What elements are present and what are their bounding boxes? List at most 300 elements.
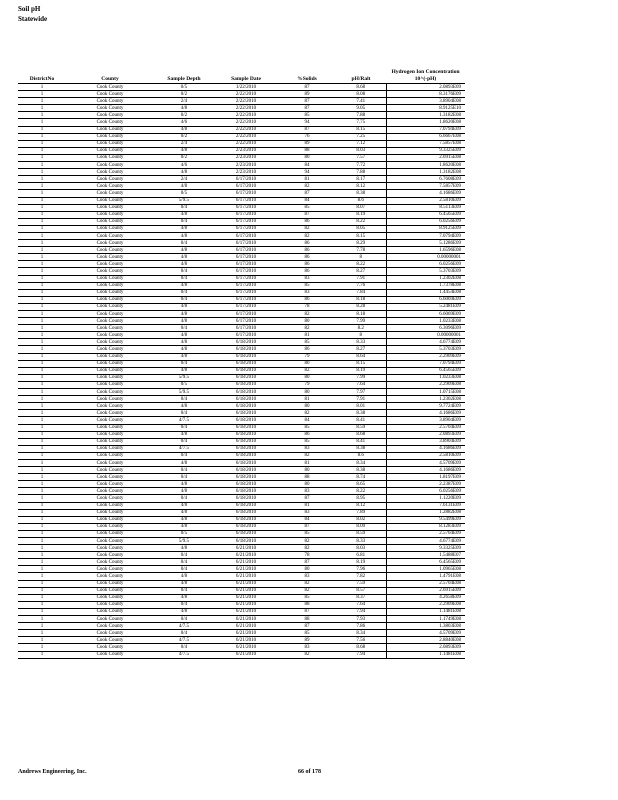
cell-depth: 0/2	[154, 154, 214, 161]
table-row	[18, 240, 465, 247]
cell-date: 6/18/2010	[214, 467, 278, 474]
cell-district: 1	[18, 282, 66, 289]
table-row	[18, 495, 465, 502]
cell-district: 1	[18, 651, 66, 658]
cell-county: Cook County	[66, 530, 154, 537]
cell-date: 6/18/2010	[214, 403, 278, 410]
cell-depth: 0/4	[154, 467, 214, 474]
cell-county: Cook County	[66, 169, 154, 176]
cell-ph: 8.03	[336, 147, 386, 154]
cell-hydrogen-ion: 6.4565E09	[386, 211, 465, 218]
cell-date: 6/21/2010	[214, 559, 278, 566]
cell-hydrogen-ion: 1.0965E08	[386, 566, 465, 573]
cell-ph: 8.15	[336, 126, 386, 133]
cell-solids: 87	[278, 190, 336, 197]
cell-hydrogen-ion: 2.5810E09	[386, 197, 465, 204]
cell-district: 1	[18, 211, 66, 218]
cell-date: 6/18/2010	[214, 474, 278, 481]
table-row	[18, 346, 465, 353]
cell-date: 2/23/2010	[214, 169, 278, 176]
cell-date: 6/17/2010	[214, 332, 278, 339]
cell-county: Cook County	[66, 594, 154, 601]
cell-depth: 4/7.5	[154, 445, 214, 452]
cell-county: Cook County	[66, 91, 154, 98]
cell-solids: 83	[278, 289, 336, 296]
cell-date: 2/22/2010	[214, 112, 278, 119]
table-row	[18, 311, 465, 318]
cell-solids: 82	[278, 651, 336, 658]
cell-hydrogen-ion: 4.6774E09	[386, 339, 465, 346]
cell-ph: 8.19	[336, 559, 386, 566]
cell-ph: 8.41	[336, 438, 386, 445]
cell-ph: 7.56	[336, 637, 386, 644]
cell-district: 1	[18, 474, 66, 481]
cell-county: Cook County	[66, 481, 154, 488]
cell-date: 6/18/2010	[214, 396, 278, 403]
cell-county: Cook County	[66, 452, 154, 459]
cell-ph: 8.38	[336, 467, 386, 474]
cell-ph: 8.12	[336, 502, 386, 509]
cell-hydrogen-ion: 2.0893E09	[386, 431, 465, 438]
cell-depth: 4/8	[154, 169, 214, 176]
cell-ph: 8.2	[336, 325, 386, 332]
cell-ph: 7.99	[336, 374, 386, 381]
cell-hydrogen-ion: 1.3182E08	[386, 169, 465, 176]
cell-date: 2/23/2010	[214, 154, 278, 161]
cell-ph: 7.86	[336, 623, 386, 630]
cell-date: 6/18/2010	[214, 431, 278, 438]
cell-solids: 80	[278, 481, 336, 488]
cell-solids: 80	[278, 360, 336, 367]
cell-county: Cook County	[66, 616, 154, 623]
cell-depth: 4/8	[154, 573, 214, 580]
table-row	[18, 268, 465, 275]
cell-hydrogen-ion: 6.6069E09	[386, 296, 465, 303]
cell-date: 6/18/2010	[214, 495, 278, 502]
table-row	[18, 247, 465, 254]
cell-district: 1	[18, 240, 66, 247]
cell-district: 1	[18, 516, 66, 523]
cell-solids: 76	[278, 133, 336, 140]
cell-solids: 80	[278, 389, 336, 396]
cell-solids: 83	[278, 445, 336, 452]
cell-solids: 86	[278, 268, 336, 275]
table-row	[18, 296, 465, 303]
cell-ph: 8.59	[336, 530, 386, 537]
cell-ph: 8.57	[336, 587, 386, 594]
cell-county: Cook County	[66, 289, 154, 296]
cell-ph: 8.01	[336, 403, 386, 410]
cell-solids: 83	[278, 275, 336, 282]
cell-depth: 5/9.5	[154, 538, 214, 545]
cell-date: 6/21/2010	[214, 601, 278, 608]
cell-county: Cook County	[66, 637, 154, 644]
cell-district: 1	[18, 538, 66, 545]
cell-district: 1	[18, 311, 66, 318]
cell-district: 1	[18, 459, 66, 466]
cell-hydrogen-ion: 2.5704E09	[386, 530, 465, 537]
cell-depth: 2/4	[154, 176, 214, 183]
cell-depth: 4/8	[154, 311, 214, 318]
col-header-district: DistrictNo	[18, 58, 66, 84]
cell-county: Cook County	[66, 545, 154, 552]
footer-page-number: 66 of 178	[298, 769, 321, 775]
col-header-sample-date: Sample Date	[214, 58, 278, 84]
cell-county: Cook County	[66, 538, 154, 545]
cell-solids: 85	[278, 424, 336, 431]
table-row	[18, 552, 465, 559]
cell-date: 6/17/2010	[214, 204, 278, 211]
cell-ph: 8.6	[336, 197, 386, 204]
cell-district: 1	[18, 445, 66, 452]
table-row	[18, 318, 465, 325]
cell-ph: 8.38	[336, 445, 386, 452]
cell-date: 6/21/2010	[214, 637, 278, 644]
cell-county: Cook County	[66, 623, 154, 630]
cell-solids: 81	[278, 332, 336, 339]
cell-county: Cook County	[66, 303, 154, 310]
cell-solids: 81	[278, 502, 336, 509]
cell-date: 6/21/2010	[214, 630, 278, 637]
cell-hydrogen-ion: 2.8840E08	[386, 637, 465, 644]
table-row	[18, 204, 465, 211]
cell-depth: 0/4	[154, 438, 214, 445]
cell-district: 1	[18, 112, 66, 119]
cell-county: Cook County	[66, 374, 154, 381]
table-row	[18, 218, 465, 225]
cell-hydrogen-ion: 1.2302E08	[386, 396, 465, 403]
cell-solids: 85	[278, 594, 336, 601]
table-row	[18, 183, 465, 190]
cell-date: 6/17/2010	[214, 311, 278, 318]
cell-district: 1	[18, 417, 66, 424]
table-row	[18, 303, 465, 310]
cell-hydrogen-ion: 9.7724E09	[386, 403, 465, 410]
cell-solids: 86	[278, 296, 336, 303]
cell-hydrogen-ion: 7.5857E09	[386, 183, 465, 190]
footer-company: Andrews Engineering, Inc.	[18, 769, 87, 775]
cell-solids: 80	[278, 467, 336, 474]
table-row	[18, 126, 465, 133]
cell-date: 6/17/2010	[214, 296, 278, 303]
table-row	[18, 325, 465, 332]
cell-solids: 82	[278, 410, 336, 417]
cell-hydrogen-ion: 1.3803E08	[386, 623, 465, 630]
table-row	[18, 410, 465, 417]
cell-hydrogen-ion: 6.3096E09	[386, 325, 465, 332]
cell-district: 1	[18, 389, 66, 396]
cell-solids: 82	[278, 538, 336, 545]
cell-depth: 0/4	[154, 325, 214, 332]
cell-solids: 82	[278, 587, 336, 594]
table-row	[18, 91, 465, 98]
table-row	[18, 154, 465, 161]
cell-district: 1	[18, 403, 66, 410]
cell-district: 1	[18, 509, 66, 516]
cell-solids: 89	[278, 140, 336, 147]
cell-county: Cook County	[66, 119, 154, 126]
cell-depth: 0/4	[154, 289, 214, 296]
cell-district: 1	[18, 608, 66, 615]
cell-solids: 81	[278, 459, 336, 466]
cell-hydrogen-ion: 7.5857E08	[386, 140, 465, 147]
cell-solids: 82	[278, 580, 336, 587]
cell-district: 1	[18, 176, 66, 183]
cell-district: 1	[18, 630, 66, 637]
cell-hydrogen-ion: 2.6915E08	[386, 154, 465, 161]
cell-hydrogen-ion: 5.3703E09	[386, 346, 465, 353]
cell-date: 6/18/2010	[214, 438, 278, 445]
cell-county: Cook County	[66, 431, 154, 438]
table-row	[18, 332, 465, 339]
cell-ph: 8.08	[336, 91, 386, 98]
table-row	[18, 538, 465, 545]
cell-ph: 8.19	[336, 211, 386, 218]
cell-date: 6/17/2010	[214, 318, 278, 325]
table-row	[18, 225, 465, 232]
cell-hydrogen-ion: 4.1686E09	[386, 467, 465, 474]
cell-district: 1	[18, 332, 66, 339]
cell-hydrogen-ion: 4.6774E09	[386, 538, 465, 545]
cell-ph: 7.82	[336, 573, 386, 580]
cell-district: 1	[18, 601, 66, 608]
cell-district: 1	[18, 91, 66, 98]
cell-district: 1	[18, 296, 66, 303]
cell-depth: 4/8	[154, 126, 214, 133]
cell-county: Cook County	[66, 608, 154, 615]
cell-date: 2/22/2010	[214, 133, 278, 140]
cell-county: Cook County	[66, 396, 154, 403]
cell-date: 6/17/2010	[214, 232, 278, 239]
cell-depth: 0/4	[154, 474, 214, 481]
cell-district: 1	[18, 275, 66, 282]
cell-depth: 4/8	[154, 459, 214, 466]
cell-ph: 8.22	[336, 488, 386, 495]
cell-depth: 4/8	[154, 516, 214, 523]
cell-date: 6/21/2010	[214, 573, 278, 580]
cell-county: Cook County	[66, 438, 154, 445]
cell-depth: 4/8	[154, 594, 214, 601]
cell-depth: 0/4	[154, 218, 214, 225]
table-row	[18, 169, 465, 176]
cell-ph: 8.74	[336, 474, 386, 481]
table-row	[18, 381, 465, 388]
cell-county: Cook County	[66, 360, 154, 367]
cell-hydrogen-ion: 1.8197E09	[386, 474, 465, 481]
cell-hydrogen-ion: 3.8904E09	[386, 417, 465, 424]
cell-date: 6/18/2010	[214, 459, 278, 466]
cell-solids: 82	[278, 452, 336, 459]
cell-ph: 7.25	[336, 133, 386, 140]
cell-solids: 83	[278, 488, 336, 495]
cell-date: 6/18/2010	[214, 374, 278, 381]
cell-ph: 8.65	[336, 481, 386, 488]
cell-date: 6/18/2010	[214, 516, 278, 523]
cell-ph: 7.97	[336, 389, 386, 396]
cell-date: 6/17/2010	[214, 176, 278, 183]
table-row	[18, 623, 465, 630]
cell-hydrogen-ion: 7.0794E09	[386, 232, 465, 239]
cell-hydrogen-ion: 6.0256E09	[386, 488, 465, 495]
cell-county: Cook County	[66, 367, 154, 374]
cell-county: Cook County	[66, 296, 154, 303]
cell-depth: 0/5	[154, 84, 214, 91]
cell-depth: 4/8	[154, 261, 214, 268]
col-header-ph: pH/Ralt	[336, 58, 386, 84]
table-row	[18, 424, 465, 431]
cell-depth: 4/7.5	[154, 623, 214, 630]
table-row	[18, 353, 465, 360]
cell-solids: 84	[278, 516, 336, 523]
cell-hydrogen-ion: 2.5704E08	[386, 580, 465, 587]
table-row	[18, 98, 465, 105]
cell-depth: 4/8	[154, 367, 214, 374]
table-row	[18, 516, 465, 523]
cell-depth: 5/9.5	[154, 389, 214, 396]
cell-date: 6/17/2010	[214, 211, 278, 218]
cell-district: 1	[18, 374, 66, 381]
cell-hydrogen-ion: 1.3182E08	[386, 112, 465, 119]
table-row	[18, 105, 465, 112]
cell-county: Cook County	[66, 445, 154, 452]
cell-depth: 0/5	[154, 190, 214, 197]
table-row	[18, 488, 465, 495]
cell-ph: 8.18	[336, 311, 386, 318]
table-row	[18, 616, 465, 623]
col-header-sample-depth: Sample Depth	[154, 58, 214, 84]
cell-depth: 4/8	[154, 247, 214, 254]
cell-depth: 0/4	[154, 552, 214, 559]
cell-date: 6/18/2010	[214, 452, 278, 459]
table-row	[18, 644, 465, 651]
cell-depth: 4/6	[154, 162, 214, 169]
cell-solids: 82	[278, 232, 336, 239]
cell-solids: 84	[278, 197, 336, 204]
cell-county: Cook County	[66, 211, 154, 218]
cell-county: Cook County	[66, 346, 154, 353]
cell-county: Cook County	[66, 459, 154, 466]
cell-depth: 0/4	[154, 240, 214, 247]
cell-solids: 85	[278, 204, 336, 211]
table-row	[18, 367, 465, 374]
cell-depth: 4/8	[154, 225, 214, 232]
cell-ph: 8.17	[336, 176, 386, 183]
cell-county: Cook County	[66, 126, 154, 133]
cell-depth: 0/4	[154, 616, 214, 623]
cell-date: 6/18/2010	[214, 523, 278, 530]
cell-hydrogen-ion: 1.1220E09	[386, 495, 465, 502]
cell-depth: 0/4	[154, 630, 214, 637]
cell-hydrogen-ion: 1.0233E08	[386, 374, 465, 381]
cell-date: 2/23/2010	[214, 147, 278, 154]
cell-solids: 82	[278, 545, 336, 552]
cell-depth: 0/4	[154, 296, 214, 303]
cell-district: 1	[18, 438, 66, 445]
cell-ph: 8.05	[336, 225, 386, 232]
cell-depth: 4/8	[154, 431, 214, 438]
table-row	[18, 403, 465, 410]
table-row	[18, 84, 465, 91]
cell-date: 6/17/2010	[214, 289, 278, 296]
cell-hydrogen-ion: 6.4565E09	[386, 367, 465, 374]
cell-district: 1	[18, 303, 66, 310]
table-row	[18, 530, 465, 537]
cell-solids: 87	[278, 559, 336, 566]
cell-hydrogen-ion: 3.8904E08	[386, 98, 465, 105]
cell-depth: 4/8	[154, 545, 214, 552]
cell-hydrogen-ion: 1.2882E08	[386, 509, 465, 516]
table-row	[18, 459, 465, 466]
cell-depth: 4/8	[154, 502, 214, 509]
cell-date: 6/18/2010	[214, 389, 278, 396]
cell-district: 1	[18, 183, 66, 190]
cell-hydrogen-ion: 1.0233E08	[386, 318, 465, 325]
cell-county: Cook County	[66, 282, 154, 289]
cell-solids: 87	[278, 84, 336, 91]
cell-hydrogen-ion: 4.1686E09	[386, 445, 465, 452]
soil-ph-table	[18, 58, 465, 659]
cell-date: 6/17/2010	[214, 190, 278, 197]
table-row	[18, 587, 465, 594]
cell-ph: 8.38	[336, 410, 386, 417]
cell-ph: 7.64	[336, 601, 386, 608]
cell-hydrogen-ion: 5.1286E09	[386, 240, 465, 247]
cell-date: 6/18/2010	[214, 445, 278, 452]
cell-county: Cook County	[66, 573, 154, 580]
cell-hydrogen-ion: 1.0715E08	[386, 389, 465, 396]
cell-county: Cook County	[66, 147, 154, 154]
cell-district: 1	[18, 98, 66, 105]
cell-solids: 94	[278, 119, 336, 126]
table-row	[18, 162, 465, 169]
report-title: Soil pH	[18, 5, 41, 13]
cell-hydrogen-ion: 8.5113E09	[386, 204, 465, 211]
cell-solids: 86	[278, 218, 336, 225]
cell-solids: 87	[278, 523, 336, 530]
cell-solids: 87	[278, 211, 336, 218]
cell-ph: 7.94	[336, 651, 386, 658]
cell-district: 1	[18, 488, 66, 495]
table-row	[18, 282, 465, 289]
cell-ph: 8.29	[336, 240, 386, 247]
cell-hydrogen-ion: 4.1686E09	[386, 190, 465, 197]
cell-depth: 4/8	[154, 488, 214, 495]
cell-depth: 5/9.5	[154, 197, 214, 204]
cell-hydrogen-ion: 4.1686E09	[386, 410, 465, 417]
cell-county: Cook County	[66, 339, 154, 346]
cell-district: 1	[18, 381, 66, 388]
cell-depth: 4/8	[154, 232, 214, 239]
cell-district: 1	[18, 396, 66, 403]
cell-ph: 7.93	[336, 616, 386, 623]
cell-county: Cook County	[66, 403, 154, 410]
cell-depth: 4/8	[154, 523, 214, 530]
cell-date: 6/18/2010	[214, 410, 278, 417]
table-row	[18, 360, 465, 367]
cell-solids: 86	[278, 254, 336, 261]
cell-depth: 0/4	[154, 495, 214, 502]
cell-district: 1	[18, 573, 66, 580]
cell-date: 6/18/2010	[214, 417, 278, 424]
cell-date: 6/18/2010	[214, 509, 278, 516]
cell-district: 1	[18, 644, 66, 651]
cell-county: Cook County	[66, 261, 154, 268]
table-row	[18, 261, 465, 268]
cell-county: Cook County	[66, 417, 154, 424]
table-row	[18, 474, 465, 481]
cell-district: 1	[18, 147, 66, 154]
cell-district: 1	[18, 204, 66, 211]
